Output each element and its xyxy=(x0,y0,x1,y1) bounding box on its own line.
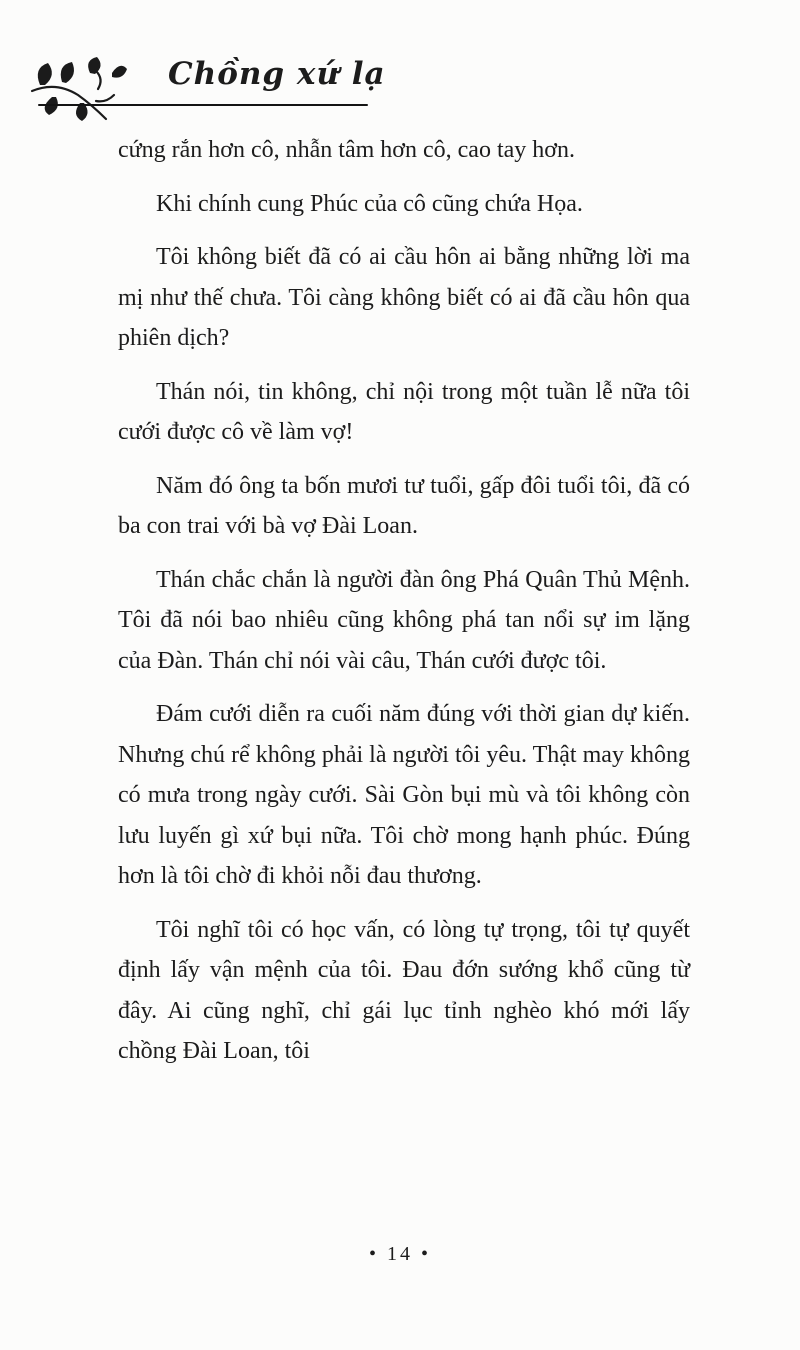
body-text xyxy=(118,130,690,1085)
header-rule xyxy=(38,104,368,106)
page-number: • 14 • xyxy=(368,1243,431,1265)
paragraph: Khi chính cung Phúc của cô cũng chứa Họa. xyxy=(156,190,583,217)
paragraph: Tôi không biết đã có ai cầu hôn ai bằng những lời ma mị như thế chưa. Tôi càng không biết có ai đã cầu hôn qua phiên dịch? xyxy=(118,244,690,351)
leaf-branch-icon xyxy=(26,55,132,127)
paragraph: Năm đó ông ta bốn mươi tư tuổi, gấp đôi tuổi tôi, đã có ba con trai với bà vợ Đài Loan. xyxy=(118,472,690,539)
paragraph: cứng rắn hơn cô, nhẫn tâm hơn cô, cao tay hơn. xyxy=(118,137,575,163)
chapter-header-title: Chồng xứ lạ xyxy=(168,56,386,92)
paragraph: Tôi nghĩ tôi có học vấn, có lòng tự trọng, tôi tự quyết định lấy vận mệnh của tôi. Đau đớn sướng khổ cũng từ đây. Ai cũng nghĩ, chỉ gái lục tỉnh nghèo khó mới lấy chồng Đài Loan, tôi xyxy=(118,916,690,1064)
paragraph: Thán nói, tin không, chỉ nội trong một tuần lễ nữa tôi cưới được cô về làm vợ! xyxy=(118,378,690,445)
paragraph: Thán chắc chắn là người đàn ông Phá Quân Thủ Mệnh. Tôi đã nói bao nhiêu cũng không phá tan nổi sự im lặng của Đàn. Thán chỉ nói vài câu, Thán cưới được tôi. xyxy=(118,566,690,674)
paragraph: Đám cưới diễn ra cuối năm đúng với thời gian dự kiến. Nhưng chú rể không phải là người tôi yêu. Thật may không có mưa trong ngày cưới. Sài Gòn bụi mù và tôi không còn lưu luyến gì xứ bụi nữa. Tôi chờ mong hạnh phúc. Đúng hơn là tôi chờ đi khỏi nỗi đau thương. xyxy=(118,701,690,889)
